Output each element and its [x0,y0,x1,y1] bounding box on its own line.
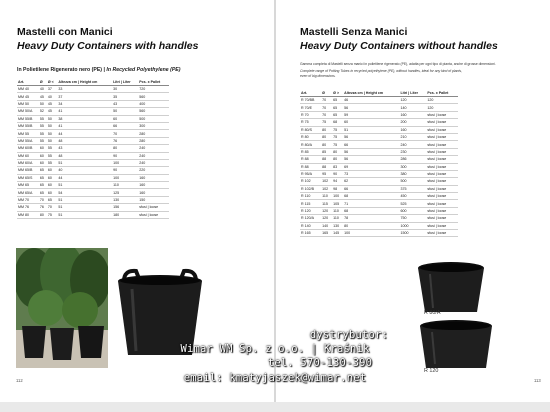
watermark-email: email: kmatyjaszek@wimar.net [183,372,367,384]
table-cell: 40 [39,86,47,93]
table-row [17,145,169,152]
table-cell: 240 [138,152,169,159]
table-cell: 120 [321,207,332,214]
table-cell: MM 60/A [17,159,39,166]
table-cell: 60 [47,167,58,174]
table-cell: 65 [332,104,343,111]
table-row [17,196,169,203]
table-row [17,122,169,129]
table-cell: MM 76 [17,204,39,211]
table-cell: 560 [138,93,169,100]
table-cell: 300 [138,122,169,129]
table-cell: 50 [47,122,58,129]
table-cell: 100 [112,159,138,166]
table-row [17,115,169,122]
table-cell: 525 [399,200,426,207]
column-header: Ø > [332,89,343,97]
table-row [300,148,458,155]
watermark-distributor: dystrybutor: [309,329,389,341]
table-cell: MM 45 [17,93,39,100]
table-cell: 75 [47,211,58,218]
table-cell: 280 [138,130,169,137]
table-cell: 56 [343,104,399,111]
table-cell: 102 [321,178,332,185]
table-cell: 65 [332,111,343,118]
table-cell: 50 [47,115,58,122]
table-cell: 88 [321,163,332,170]
table-row [17,174,169,181]
table-row [300,104,458,111]
table-cell: MM 55/B [17,122,39,129]
table-cell: 80 [321,133,332,140]
table-cell: 280 [138,137,169,144]
table-cell: 34 [57,100,112,107]
table-cell: sfusi | loose [426,193,458,200]
table-cell: 35 [112,93,138,100]
table-cell: 80 [112,145,138,152]
table-row [300,193,458,200]
table-row [17,211,169,218]
table-cell: sfusi | loose [426,119,458,126]
table-cell: 37 [47,86,58,93]
table-row [17,159,169,166]
table-cell: 65 [39,174,47,181]
table-cell: 68 [332,119,343,126]
table-cell: 110 [332,215,343,222]
table-cell: 750 [399,215,426,222]
table-cell: 230 [399,148,426,155]
table-cell: 240 [138,159,169,166]
right-description-en-2: even of big dimensions. [300,74,336,78]
table-cell: 1500 [399,230,426,237]
table-cell: 69 [343,163,399,170]
table-cell: 60 [39,152,47,159]
table-row [300,230,458,237]
table-cell: 55 [47,145,58,152]
table-row [17,86,169,93]
table-cell: 240 [138,145,169,152]
table-cell: MM 65 [17,182,39,189]
table-cell: 80 [332,148,343,155]
table-cell: 102 [321,185,332,192]
table-cell: 90 [112,152,138,159]
table-cell: 70 [321,104,332,111]
table-cell: 70 [47,204,58,211]
table-cell: 66 [343,185,399,192]
table-cell: R 120/A [300,215,321,222]
table-cell: R 102 [300,178,321,185]
table-cell: 70 [39,196,47,203]
table-cell: 43 [112,100,138,107]
table-cell: MM 60/B [17,145,39,152]
table-cell: 145 [332,230,343,237]
table-cell: R 80 [300,133,321,140]
table-cell: 85 [321,148,332,155]
table-cell: 80 [321,141,332,148]
table-cell: 90 [332,170,343,177]
table-cell: 60 [343,119,399,126]
table-cell: 75 [332,126,343,133]
table-cell: 120 [426,97,458,104]
table-cell: 500 [399,178,426,185]
table-cell: 51 [57,211,112,218]
table-cell: 55 [39,130,47,137]
table-cell: 65 [39,189,47,196]
table-cell: 120 [399,97,426,104]
table-cell: 160 [138,174,169,181]
table-cell: sfusi | loose [426,215,458,222]
table-row [17,137,169,144]
table-cell: 160 [399,111,426,118]
table-cell: 50 [39,100,47,107]
table-cell: 41 [57,122,112,129]
table-cell: 180 [112,211,138,218]
table-row [300,97,458,104]
table-cell: 95 [321,170,332,177]
table-cell: 62 [343,178,399,185]
table-cell: 130 [332,222,343,229]
table-cell: sfusi | loose [426,111,458,118]
table-cell: 140 [399,104,426,111]
table-cell: sfusi | loose [426,126,458,133]
table-cell: 51 [57,204,112,211]
table-row [300,119,458,126]
table-cell: MM 55/B [17,115,39,122]
table-cell: R 95/A [300,170,321,177]
table-cell: 75 [332,141,343,148]
table-cell: R 80/A [300,141,321,148]
table-cell: 71 [343,200,399,207]
table-cell: sfusi | loose [426,163,458,170]
table-cell: MM 55 [17,130,39,137]
table-cell: 56 [343,156,399,163]
table-cell: R 88 [300,163,321,170]
table-cell: 60 [47,189,58,196]
table-cell: 75 [321,119,332,126]
table-row [300,111,458,118]
table-cell: 400 [138,100,169,107]
table-cell: 165 [321,230,332,237]
column-header: Altezza cm | Height cm [343,89,399,97]
table-cell: 59 [343,111,399,118]
column-header: Litri | Liter [112,78,138,86]
table-cell: sfusi | loose [426,222,458,229]
table-cell: 500 [138,115,169,122]
table-row [300,185,458,192]
table-cell: 68 [343,207,399,214]
table-cell: 80 [321,126,332,133]
left-subtitle: Heavy Duty Containers with handles [17,40,199,52]
table-row [300,200,458,207]
table-cell: 110 [112,182,138,189]
table-cell: 52 [39,108,47,115]
table-cell: MM 65/A [17,189,39,196]
table-cell: 65 [47,196,58,203]
table-cell: 88 [321,156,332,163]
table-cell: 60 [39,145,47,152]
table-cell: 1000 [399,222,426,229]
table-cell: MM 50 [17,100,39,107]
table-cell: 70 [321,97,332,104]
table-cell: sfusi | loose [426,141,458,148]
container-r80a-photo [416,260,486,315]
table-cell: 160 [399,126,426,133]
table-row [17,100,169,107]
table-cell: 380 [399,170,426,177]
table-row [17,130,169,137]
table-header-row [17,78,169,86]
column-header: Art. [300,89,321,97]
table-cell: R 140 [300,222,321,229]
table-cell: 51 [57,182,112,189]
table-cell: R 165 [300,230,321,237]
column-header: Pcs. x Pallet [138,78,169,86]
left-spec-table [17,78,169,219]
table-row [17,108,169,115]
table-cell: 65 [332,97,343,104]
right-title: Mastelli Senza Manici [300,26,408,38]
table-cell: sfusi | loose [426,207,458,214]
table-cell: 100 [112,174,138,181]
table-cell: 78 [343,215,399,222]
table-cell: 70 [321,111,332,118]
table-cell: 90 [112,167,138,174]
right-page-number: 113 [534,378,541,383]
table-cell: 80 [39,211,47,218]
table-cell: R 70/BB [300,97,321,104]
table-cell: R 85 [300,148,321,155]
label-r120: R 120 [424,368,439,374]
table-cell: 160 [138,182,169,189]
left-page [0,0,274,402]
table-cell: 55 [39,122,47,129]
table-cell: 450 [399,193,426,200]
table-row [17,204,169,211]
table-row [300,156,458,163]
table-cell: 560 [138,108,169,115]
table-cell: MM 60 [17,152,39,159]
table-cell: sfusi | loose [426,170,458,177]
table-header-row [300,89,458,97]
table-cell: 51 [57,196,112,203]
table-cell: 80 [332,156,343,163]
table-cell: 150 [138,196,169,203]
right-page [276,0,550,402]
table-cell: R 115 [300,200,321,207]
table-cell: 56 [343,148,399,155]
table-cell: 140 [321,222,332,229]
table-cell: 51 [57,159,112,166]
table-cell: 65 [39,167,47,174]
table-cell: 56 [343,133,399,140]
table-cell: 375 [399,185,426,192]
table-row [300,126,458,133]
left-page-number: 112 [16,378,23,383]
material-it: In Polietilene Rigenerato nero (PE) [17,67,103,73]
table-cell: 41 [57,108,112,115]
table-cell: sfusi | loose [426,148,458,155]
table-cell: MM 55/A [17,137,39,144]
right-spec-table [300,89,458,237]
table-cell: 240 [399,141,426,148]
table-cell: 76 [39,204,47,211]
right-subtitle: Heavy Duty Containers without handles [300,40,498,52]
table-cell: 40 [57,167,112,174]
table-cell: 44 [57,174,112,181]
table-cell: 37 [57,93,112,100]
table-cell: 55 [39,115,47,122]
table-cell: 130 [112,196,138,203]
right-description-it: Gamma completa di Mastelli senza manici in polietilene rigenerato (PE), adatta per ogni tipo di pianta, anche di grosse dimensioni. [300,62,496,66]
table-cell: 66 [112,122,138,129]
column-header: Ø < [47,78,58,86]
table-cell: 220 [138,167,169,174]
table-cell: 115 [321,200,332,207]
column-header: Pcs. x Pallet [426,89,458,97]
table-cell: 55 [47,152,58,159]
table-cell: 80 [343,222,399,229]
watermark-company: Wimar WM Sp. z o.o. | Kraśnik [180,343,370,355]
table-cell: 43 [57,145,112,152]
table-cell: 200 [399,119,426,126]
table-cell: sfusi | loose [426,133,458,140]
table-cell: 46 [343,97,399,104]
table-cell: 60 [39,159,47,166]
table-cell: 30 [112,86,138,93]
column-header: Litri | Liter [399,89,426,97]
table-cell: 286 [399,156,426,163]
table-cell: 38 [57,115,112,122]
column-header: Ø [321,89,332,97]
table-cell: sfusi | loose [426,200,458,207]
table-row [17,152,169,159]
table-cell: 33 [57,86,112,93]
table-cell: R 75 [300,119,321,126]
table-cell: 54 [57,189,112,196]
table-cell: sfusi | loose [138,211,169,218]
table-cell: 210 [399,133,426,140]
table-row [300,178,458,185]
table-cell: 156 [112,204,138,211]
table-cell: R 70 [300,111,321,118]
table-cell: 45 [39,93,47,100]
table-cell: 160 [138,189,169,196]
table-row [300,133,458,140]
table-cell: 600 [399,207,426,214]
table-row [300,141,458,148]
table-cell: 83 [332,163,343,170]
table-row [300,215,458,222]
table-row [17,167,169,174]
label-r80a: R 80/A [424,310,441,316]
table-cell: 98 [332,185,343,192]
table-cell: MM 80 [17,211,39,218]
table-cell: 50 [47,130,58,137]
table-cell: 720 [138,86,169,93]
table-cell: R 70/E [300,104,321,111]
table-cell: 60 [47,174,58,181]
table-cell: sfusi | loose [138,204,169,211]
table-cell: 48 [57,152,112,159]
left-title: Mastelli con Manici [17,26,113,38]
table-cell: 100 [332,193,343,200]
table-row [300,170,458,177]
table-cell: 45 [47,100,58,107]
table-cell: 300 [399,163,426,170]
table-row [300,222,458,229]
table-cell: MM 70 [17,196,39,203]
table-cell: 125 [112,189,138,196]
material-en: In Recycled Polyethylene (PE) [106,67,181,73]
table-cell: MM 65/S [17,174,39,181]
table-cell: R 120 [300,207,321,214]
table-cell: 65 [39,182,47,189]
table-cell: 68 [343,193,399,200]
left-material: In Polietilene Rigenerato nero (PE) | In Recycled Polyethylene (PE) [17,67,181,73]
table-cell: 75 [332,133,343,140]
table-cell: 55 [39,137,47,144]
table-cell: 120 [321,215,332,222]
table-cell: sfusi | loose [426,156,458,163]
table-cell: 105 [332,200,343,207]
table-cell: 120 [426,104,458,111]
table-cell: MM 50/A [17,108,39,115]
table-cell: 73 [343,170,399,177]
table-cell: 66 [343,141,399,148]
table-row [300,163,458,170]
table-row [300,207,458,214]
table-cell: 60 [112,115,138,122]
table-cell: 50 [112,108,138,115]
table-cell: 110 [321,193,332,200]
table-cell: R 110 [300,193,321,200]
table-row [17,189,169,196]
table-cell: 50 [47,137,58,144]
table-cell: 45 [47,108,58,115]
table-cell: sfusi | loose [426,185,458,192]
table-cell: 76 [112,137,138,144]
table-cell: sfusi | loose [426,230,458,237]
column-header: Art. [17,78,39,86]
right-description-en: Complete range of Potting Tubes in recycled polyethylene (PE), without handles, ideal for any kind of plants, [300,69,463,73]
table-row [17,93,169,100]
table-cell: 40 [47,93,58,100]
table-cell: 48 [57,137,112,144]
table-cell: 100 [343,230,399,237]
column-header: Ø [39,78,47,86]
table-cell: MM 40 [17,86,39,93]
watermark-phone: tel. 570-130-390 [267,357,373,369]
column-header: Altezza cm | Height cm [57,78,112,86]
table-cell: 51 [343,126,399,133]
table-cell: sfusi | loose [426,178,458,185]
table-cell: MM 65/B [17,167,39,174]
table-cell: 70 [112,130,138,137]
table-cell: R 102/B [300,185,321,192]
table-cell: 44 [57,130,112,137]
table-cell: R 80/S [300,126,321,133]
table-cell: 55 [47,159,58,166]
table-cell: R 88 [300,156,321,163]
table-row [17,182,169,189]
table-cell: 94 [332,178,343,185]
table-cell: 110 [332,207,343,214]
table-cell: 60 [47,182,58,189]
